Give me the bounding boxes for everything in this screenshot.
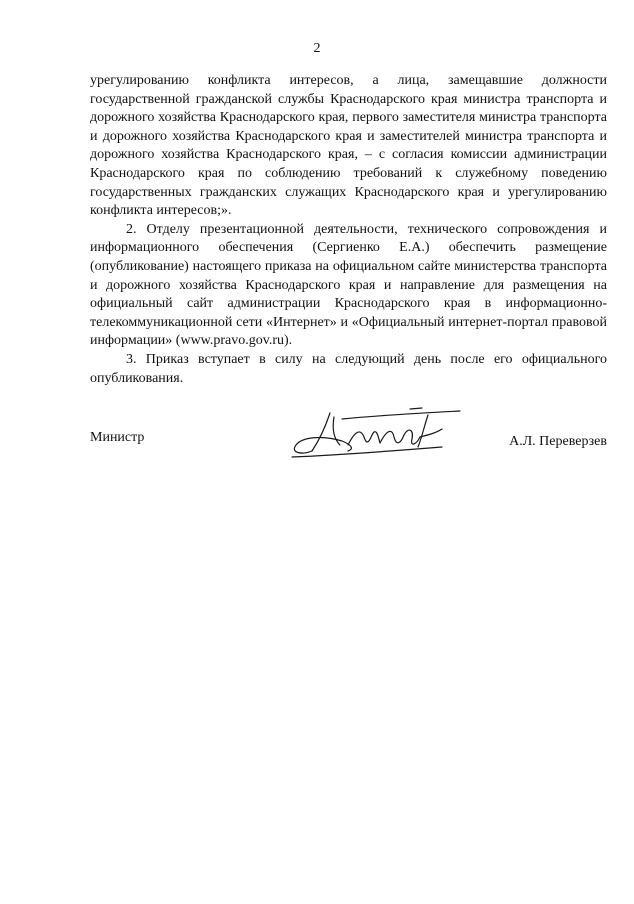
handwritten-signature: [282, 405, 472, 461]
paragraph-3: 3. Приказ вступает в силу на следующий день после его официального опубликования.: [90, 351, 607, 386]
document-body: [90, 72, 607, 388]
signatory-name: А.Л. Переверзев: [509, 434, 607, 449]
paragraph-2: 2. Отделу презентационной деятельности, технического сопровождения и информационного обеспечения (Сергиенко Е.А.) обеспечить размещение (опубликование) настоящего приказа на официальном сайте министерства транспорта и дорожного хозяйства Краснодарского края и направление для размещения на официальный сайт администрации Краснодарского края в информационно-телекоммуникационной сети «Интернет» и «Официальный интернет-портал правовой информации» (www.pravo.gov.ru).: [90, 221, 607, 349]
signatory-title: Министр: [90, 430, 145, 445]
paragraph-continuation: урегулированию конфликта интересов, а лица, замещавшие должности государственной гражданской службы Краснодарского края министра транспорта и дорожного хозяйства Краснодарского края, первого заместителя министра транспорта и дорожного хозяйства Краснодарского края и заместителей министра транспорта и дорожного хозяйства Краснодарского края, – с согласия комиссии администрации Краснодарского края по соблюдению требований к служебному поведению государственных гражданских служащих Краснодарского края и урегулированию конфликта интересов;».: [90, 73, 607, 219]
signature-block: [90, 405, 607, 465]
page-number: 2: [313, 41, 321, 56]
